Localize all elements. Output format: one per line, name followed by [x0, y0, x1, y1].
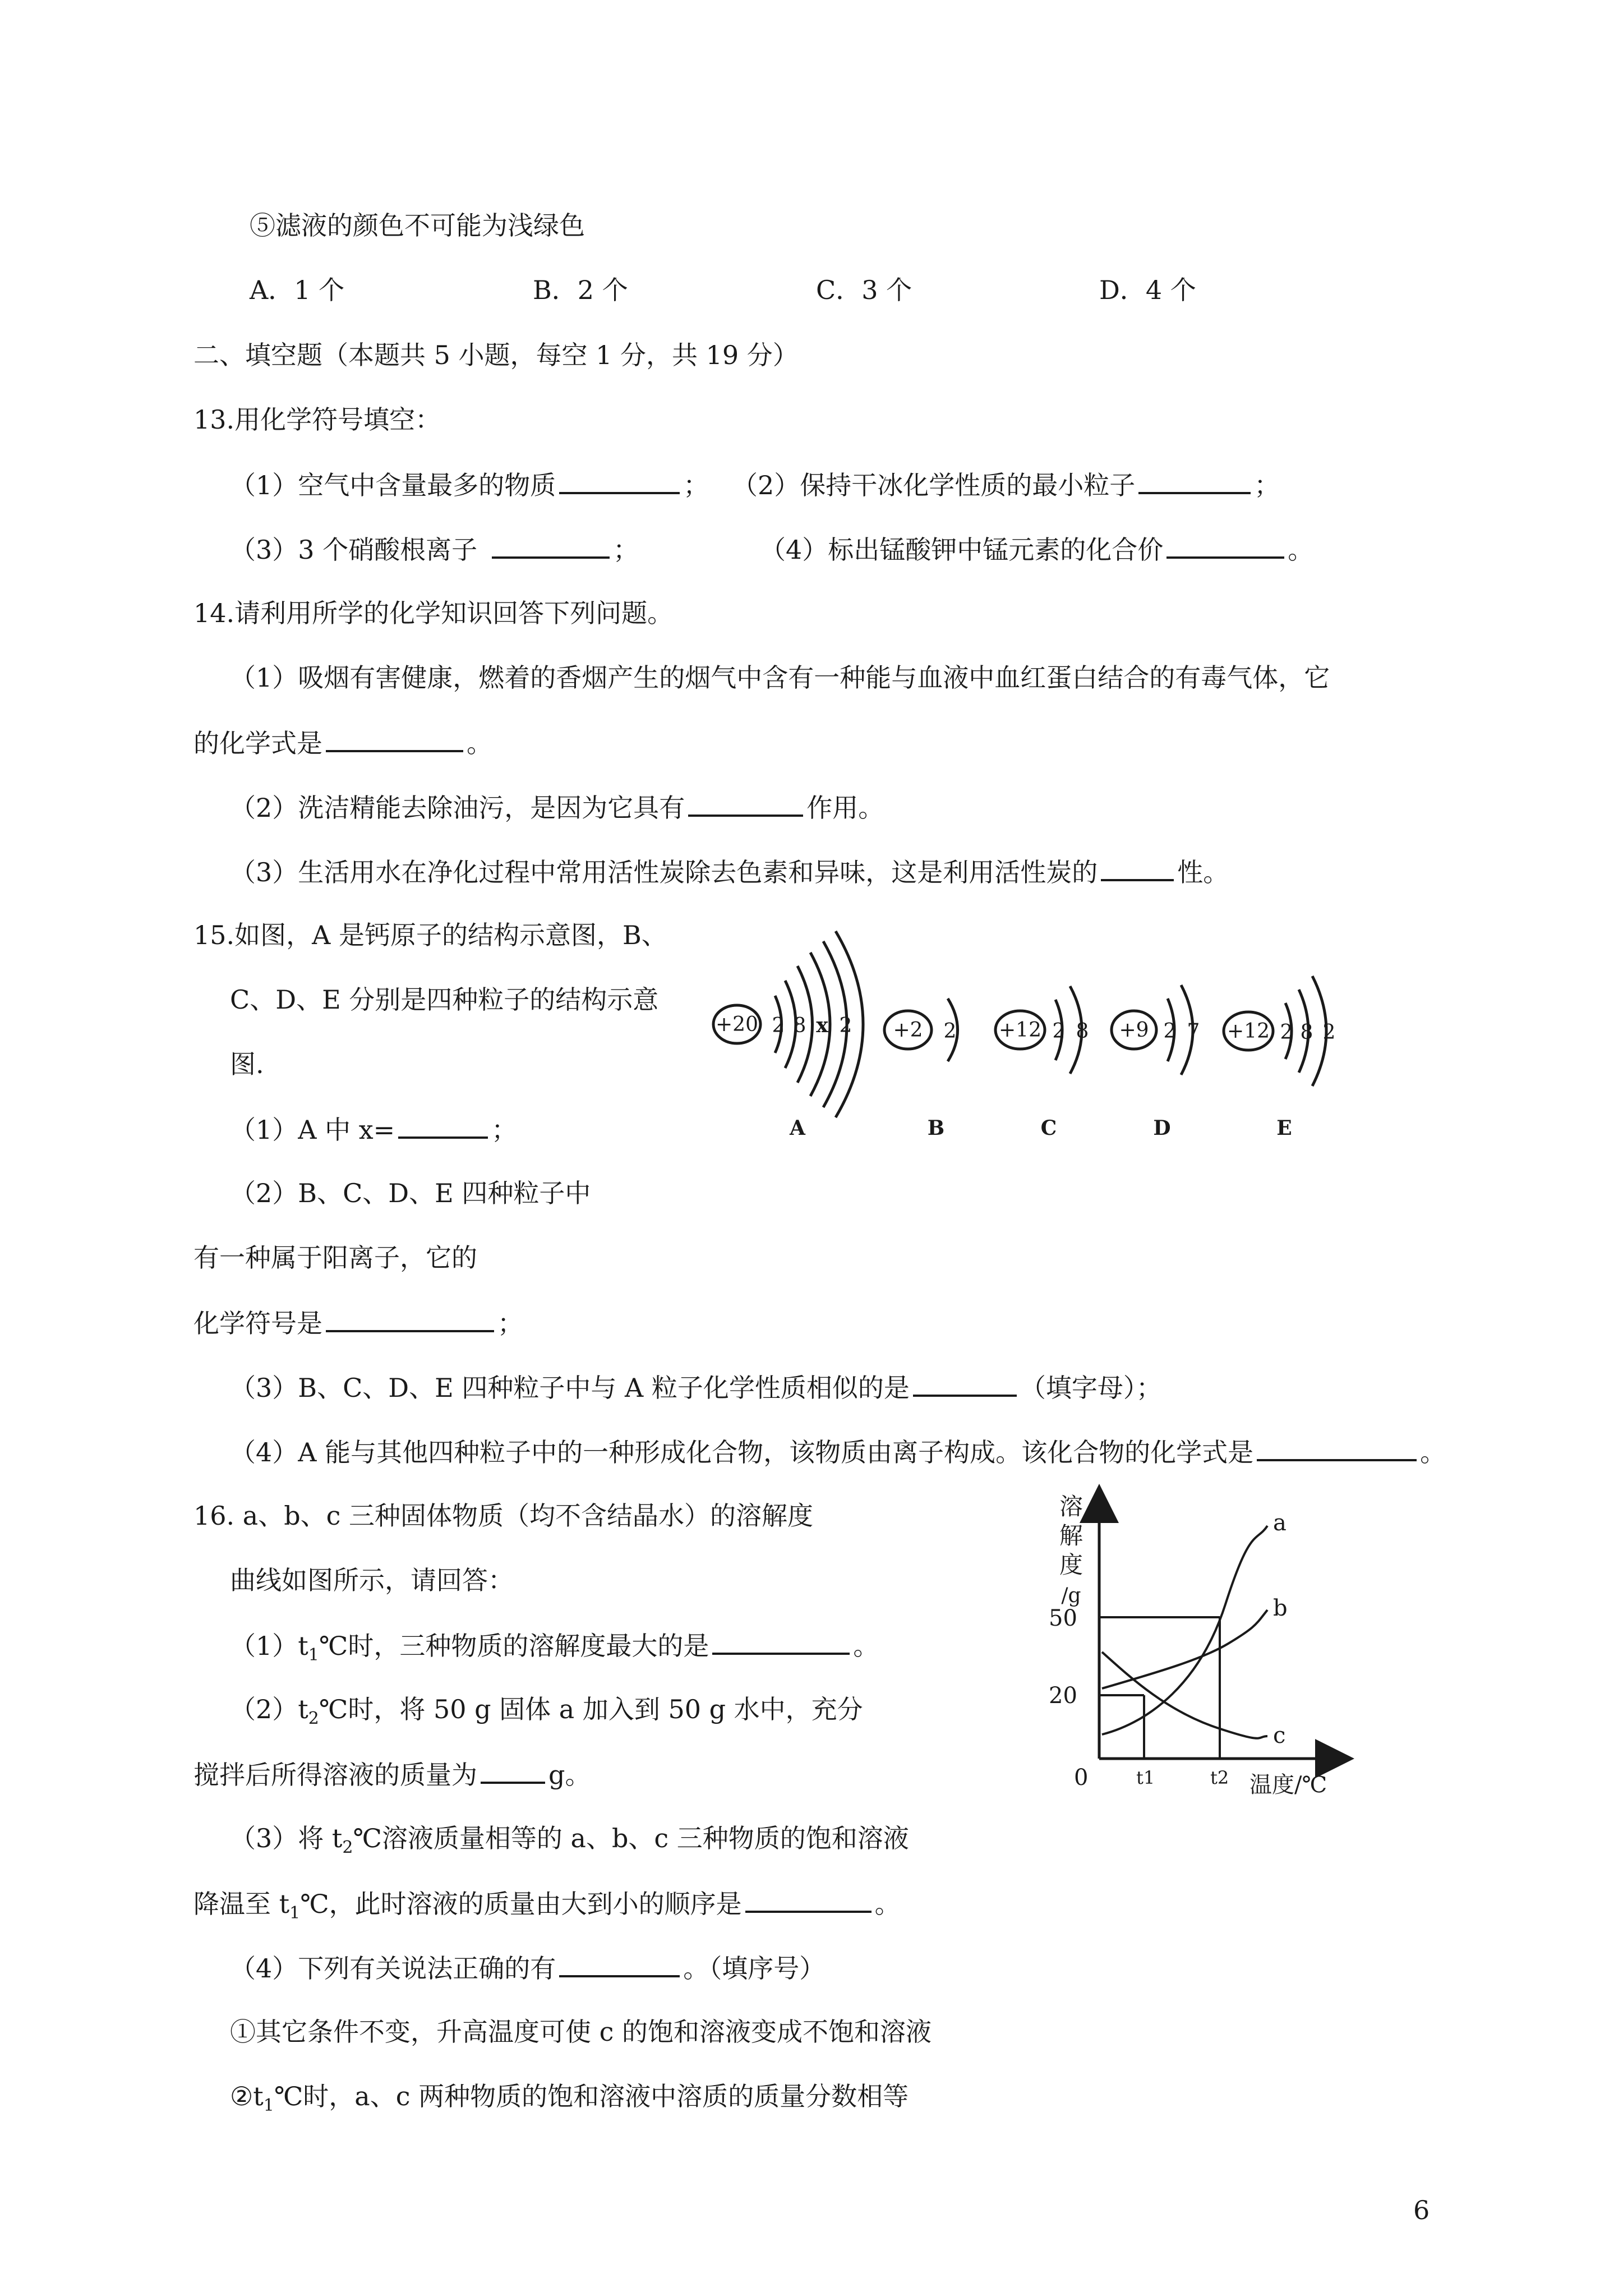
series-label-b: b	[1273, 1595, 1288, 1621]
q12-option-b: B．2 个	[533, 275, 628, 305]
svg-text:溶解度/g: 溶解度/g	[1059, 1493, 1083, 1607]
q15-part3: （3）B、C、D、E 四种粒子中与 A 粒子化学性质相似的是 （填字母）；	[230, 1370, 1162, 1404]
q12-option-c: C．3 个	[816, 275, 912, 305]
q15-part2-line2: 有一种属于阳离子，它的	[193, 1243, 477, 1273]
q13-part2: （2）保持干冰化学性质的最小粒子 ；	[732, 467, 1280, 501]
q16-part3-line1: （3）将 $t_2℃$溶液质量相等的 a、b、c 三种物质的饱和溶液	[230, 1823, 909, 1857]
q14-part1-line2: 的化学式是 。	[193, 725, 492, 759]
q15-part2-line3: 化学符号是 ；	[193, 1305, 523, 1339]
q13-stem: 13.用化学符号填空：	[193, 404, 441, 435]
shell-number: 2	[1280, 1021, 1293, 1044]
answer-blank[interactable]	[688, 790, 803, 817]
shell-number: x	[816, 1014, 828, 1037]
answer-blank[interactable]	[913, 1370, 1017, 1397]
shell-number: 7	[1187, 1020, 1200, 1043]
answer-blank[interactable]	[1166, 532, 1284, 559]
label-e: E	[1276, 1116, 1292, 1140]
shell-number: 2	[1163, 1020, 1177, 1043]
shell-number: 2	[839, 1014, 852, 1037]
label-c: C	[1040, 1116, 1057, 1140]
answer-blank[interactable]	[559, 467, 680, 494]
label-d: D	[1153, 1116, 1171, 1140]
shell-number: 8	[793, 1014, 806, 1037]
nucleus-charge-b: +2	[893, 1019, 923, 1042]
shell-number: 2	[772, 1014, 785, 1037]
q12-item5: ⑤滤液的颜色不可能为浅绿色	[250, 210, 585, 241]
label-b: B	[927, 1116, 945, 1140]
q16-part1: $(1)t_1℃$时，三种物质的溶解度最大的是 。	[230, 1628, 879, 1662]
curve-b	[1102, 1610, 1267, 1688]
guide-lines	[1099, 1617, 1220, 1759]
solubility-chart	[1032, 1481, 1424, 1812]
answer-blank[interactable]	[712, 1628, 850, 1655]
q15-stem-line2: C、D、E 分别是四种粒子的结构示意	[230, 984, 659, 1015]
answer-blank[interactable]	[481, 1757, 545, 1784]
q15-stem-line1: 15.如图，A 是钙原子的结构示意图，B、	[193, 920, 667, 950]
q13-part3: （3）3 个硝酸根离子 ；	[230, 532, 639, 565]
shell-number: 8	[1300, 1021, 1313, 1044]
answer-blank[interactable]	[1138, 467, 1251, 494]
q14-stem: 14.请利用所学的化学知识回答下列问题。	[193, 598, 674, 628]
series-label-a: a	[1273, 1510, 1287, 1536]
q16-part3-line2: 降温至 $t_1℃$，此时溶液的质量由大到小的顺序是 。	[193, 1886, 901, 1920]
answer-blank[interactable]	[1101, 854, 1174, 881]
q16-stem-line2: 曲线如图所示，请回答：	[230, 1565, 514, 1595]
q16-statement-2: $②t_1℃$时，a、c 两种物质的饱和溶液中溶质的质量分数相等	[230, 2081, 909, 2115]
answer-blank[interactable]	[559, 1950, 680, 1977]
q16-part2-line1: $(2)t_2℃$时，将 50 g 固体 a 加入到 50 g 水中，充分	[230, 1694, 863, 1728]
q15-part4: （4）A 能与其他四种粒子中的一种形成化合物，该物质由离子构成。该化合物的化学式是 。	[230, 1434, 1446, 1468]
page-number: 6	[1413, 2195, 1430, 2225]
answer-blank[interactable]	[398, 1112, 488, 1139]
curve-a	[1102, 1526, 1267, 1734]
y-tick-label: 20	[1049, 1683, 1077, 1709]
x-axis-label: 温度/℃	[1249, 1772, 1327, 1798]
q14-part1-line1: （1）吸烟有害健康，燃着的香烟产生的烟气中含有一种能与血液中血红蛋白结合的有毒气体，它	[230, 662, 1330, 693]
x-tick-label: t1	[1136, 1767, 1155, 1788]
answer-blank[interactable]	[745, 1886, 872, 1913]
y-tick-label: 50	[1049, 1605, 1077, 1631]
answer-blank[interactable]	[326, 725, 463, 752]
section-heading: 二、填空题（本题共 5 小题，每空 1 分，共 19 分）	[193, 340, 799, 370]
nucleus-charge-d: +9	[1119, 1019, 1149, 1042]
q15-part2-line1: （2）B、C、D、E 四种粒子中	[230, 1178, 591, 1208]
q14-part2: （2）洗洁精能去除油污，是因为它具有 作用。	[230, 790, 884, 823]
atomic-structure-diagrams	[690, 914, 1419, 1150]
nucleus-charge-e: +12	[1227, 1020, 1270, 1043]
q14-part3: （3）生活用水在净化过程中常用活性炭除去色素和异味，这是利用活性炭的 性。	[230, 854, 1229, 888]
answer-blank[interactable]	[492, 532, 610, 559]
label-a: A	[790, 1116, 805, 1140]
origin-label: 0	[1074, 1765, 1089, 1791]
nucleus-charge-c: +12	[999, 1019, 1041, 1042]
q16-part4: （4）下列有关说法正确的有 。（填序号）	[230, 1950, 825, 1984]
nucleus-charge-a: +20	[716, 1013, 758, 1036]
answer-blank[interactable]	[326, 1305, 494, 1332]
shell-number: 2	[943, 1020, 957, 1043]
q16-statement-1: ①其它条件不变，升高温度可使 c 的饱和溶液变成不饱和溶液	[230, 2017, 932, 2047]
x-tick-label: t2	[1210, 1767, 1229, 1788]
q15-part1: （1）A 中 x= ；	[230, 1112, 517, 1145]
q12-option-a: A．1 个	[250, 275, 345, 305]
q12-option-d: D．4 个	[1099, 275, 1196, 305]
q16-part2-line2: 搅拌后所得溶液的质量为 g。	[193, 1757, 591, 1791]
q13-part1: （1）空气中含量最多的物质 ；	[230, 467, 709, 501]
series-label-c: c	[1273, 1723, 1286, 1749]
shell-number: 2	[1052, 1020, 1066, 1043]
q13-part4: （4）标出锰酸钾中锰元素的化合价 。	[760, 532, 1313, 565]
q16-stem-line1: 16. a、b、c 三种固体物质（均不含结晶水）的溶解度	[193, 1501, 814, 1531]
shell-number: 2	[1322, 1021, 1336, 1044]
q15-stem-line3: 图.	[230, 1049, 264, 1079]
answer-blank[interactable]	[1257, 1434, 1417, 1461]
y-axis-label	[1059, 1493, 1083, 1607]
shell-number: 8	[1076, 1020, 1089, 1043]
